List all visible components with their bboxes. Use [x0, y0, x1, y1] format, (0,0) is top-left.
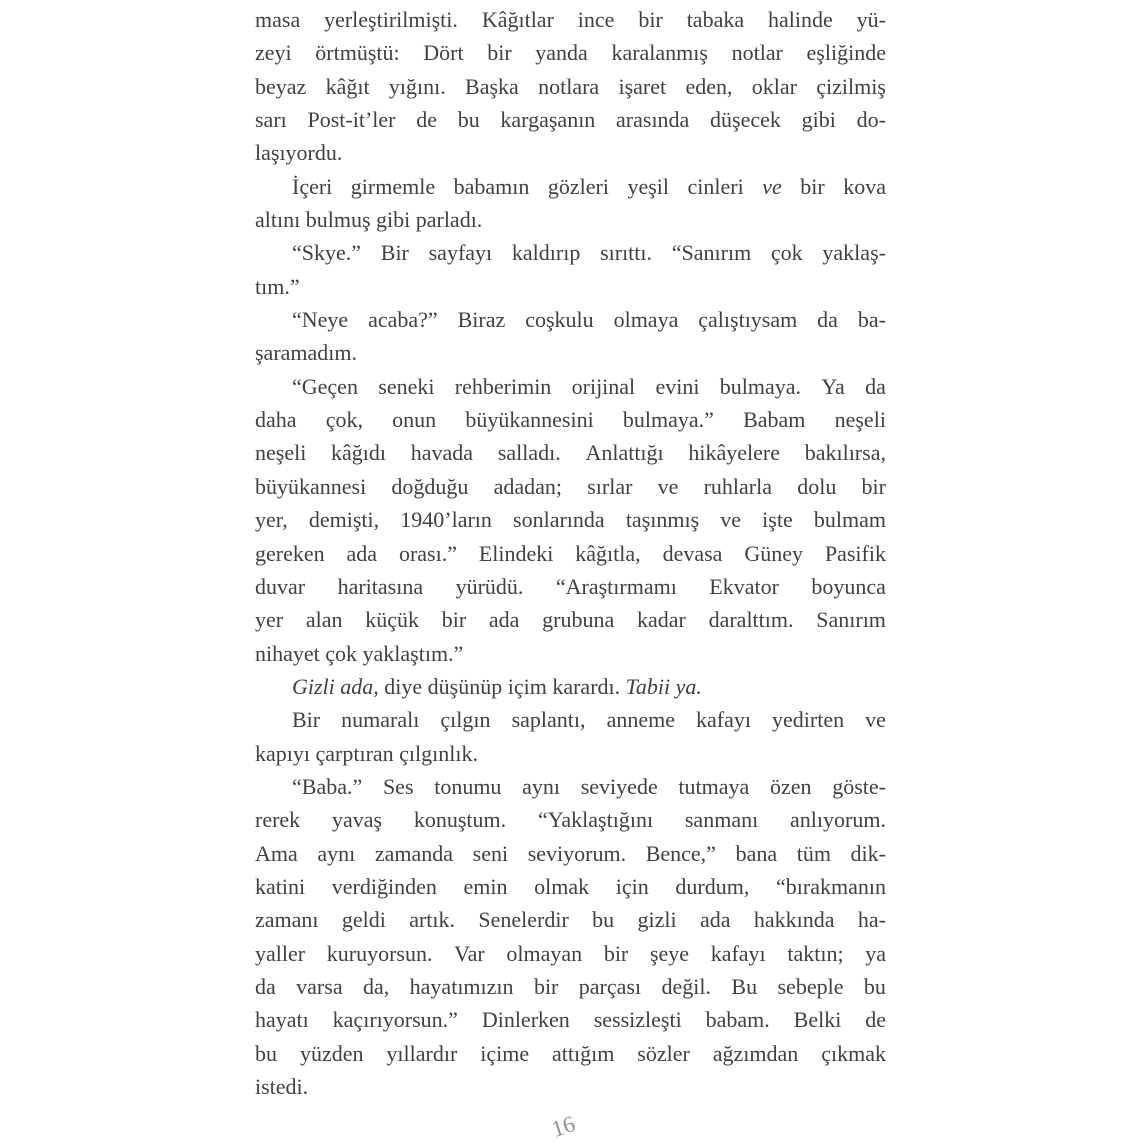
text-line: [255, 103, 886, 136]
word: Dinlerken: [481, 1007, 570, 1033]
text-segment: şaramadım.: [255, 340, 358, 366]
word: “Neye: [292, 307, 349, 333]
word: “Yaklaştığını: [537, 807, 654, 833]
word: Ya: [821, 373, 845, 399]
text-line: [255, 603, 886, 636]
word: hikâyelere: [688, 440, 780, 466]
text-line: [255, 1003, 886, 1036]
text-line: [255, 370, 886, 403]
word: bir: [861, 473, 886, 499]
word: kaçırıyorsun.”: [332, 1007, 458, 1033]
word: ya: [865, 940, 886, 966]
word: alan: [305, 607, 343, 633]
text-line: [255, 570, 886, 603]
text-line: [255, 470, 886, 503]
word: İçeri: [292, 173, 333, 199]
word: yıllardır: [386, 1040, 458, 1066]
word: parçası: [578, 973, 642, 999]
word: numaralı: [341, 707, 420, 733]
text-segment: kapıyı çarptıran çılgınlık.: [255, 740, 478, 766]
word: tutmaya: [678, 773, 750, 799]
word: seviyede: [580, 773, 658, 799]
word: kafayı: [696, 707, 751, 733]
word: ada: [699, 907, 731, 933]
word: kaldırıp: [511, 240, 581, 266]
word: kâğıtla,: [575, 540, 641, 566]
word: 1940’ların: [400, 507, 492, 533]
word: yer,: [255, 507, 288, 533]
word: aynı: [317, 840, 356, 866]
word: sanmanı: [684, 807, 759, 833]
text-line: [255, 803, 886, 836]
word: bulmaya.”: [622, 407, 714, 433]
word: yığını.: [388, 73, 446, 99]
word: Kâğıtlar: [481, 7, 554, 32]
word: da: [255, 973, 276, 999]
text-line: [255, 503, 886, 536]
word: işaret: [618, 73, 667, 99]
word: “bırakmanın: [776, 873, 886, 899]
word: salladı.: [497, 440, 561, 466]
word: yaklaş-: [822, 240, 886, 266]
word: kâğıt: [325, 73, 370, 99]
word: gereken: [255, 540, 325, 566]
word: Sanırım: [816, 607, 886, 633]
word: Ekvator: [709, 573, 779, 599]
word: ince: [577, 7, 615, 32]
word: Ses: [382, 773, 414, 799]
word: zamanı: [255, 907, 319, 933]
word: bu: [457, 107, 480, 133]
word: “Skye.”: [292, 240, 362, 266]
word: Anlattığı: [585, 440, 664, 466]
word: zeyi: [255, 40, 292, 66]
word: yü-: [856, 7, 886, 32]
word: “Geçen: [292, 373, 358, 399]
word: bulmam: [813, 507, 886, 533]
word: Elindeki: [478, 540, 554, 566]
word: ada: [488, 607, 520, 633]
word: Senelerdir: [478, 907, 569, 933]
word: yürüdü.: [455, 573, 524, 599]
word: karalanmış: [611, 40, 708, 66]
word: ve: [720, 507, 742, 533]
word: artık.: [409, 907, 456, 933]
word: kuruyorsun.: [326, 940, 433, 966]
word: havada: [410, 440, 474, 466]
word: ada: [346, 540, 378, 566]
text-segment: diye düşünüp içim karardı.: [378, 673, 626, 699]
word: grubuna: [542, 607, 615, 633]
word: doğduğu: [391, 473, 469, 499]
text-line: [255, 770, 886, 803]
word: Belki: [793, 1007, 842, 1033]
word: hakkında: [753, 907, 835, 933]
word: tabaka: [686, 7, 745, 32]
text-segment: nihayet çok yaklaştım.”: [255, 640, 464, 666]
word: zamanda: [374, 840, 454, 866]
word: gizli: [637, 907, 677, 933]
text-line: [255, 703, 886, 736]
word: daralttım.: [708, 607, 794, 633]
word: sözler: [637, 1040, 690, 1066]
word: oklar: [751, 73, 797, 99]
word: do-: [856, 107, 886, 133]
word: çok,: [325, 407, 363, 433]
word: bakılırsa,: [804, 440, 886, 466]
text-line: [255, 903, 886, 936]
word: saplantı,: [511, 707, 586, 733]
word: Pasifik: [824, 540, 886, 566]
word: “Baba.”: [292, 773, 363, 799]
text-line: [255, 937, 886, 970]
word: aynı: [522, 773, 561, 799]
text-segment: altını bulmuş gibi parladı.: [255, 207, 483, 233]
word: daha: [255, 407, 297, 433]
word: de: [416, 107, 437, 133]
word: dolu: [797, 473, 837, 499]
text-segment: Gizli ada,: [292, 673, 379, 699]
word: işte: [762, 507, 793, 533]
word: ba-: [857, 307, 886, 333]
word: konuştum.: [413, 807, 507, 833]
word: olmaya: [613, 307, 679, 333]
word: bulmaya.: [719, 373, 802, 399]
word: küçük: [365, 607, 419, 633]
word: göste-: [832, 773, 886, 799]
word: bir: [441, 607, 467, 633]
word: Güney: [744, 540, 803, 566]
text-line: [255, 136, 886, 169]
word: yaller: [255, 940, 306, 966]
text-line: [255, 403, 886, 436]
word: yer: [255, 607, 284, 633]
word: dik-: [850, 840, 886, 866]
word: taşınmış: [625, 507, 700, 533]
word: onun: [392, 407, 437, 433]
word: cinleri: [687, 173, 744, 199]
word: seni: [472, 840, 509, 866]
word: ruhlarla: [703, 473, 772, 499]
word: yeşil: [627, 173, 670, 199]
word: büyükannesini: [465, 407, 594, 433]
word: ve: [865, 707, 886, 733]
text-line: [255, 336, 886, 369]
word: Başka: [465, 73, 519, 99]
word: orası.”: [398, 540, 457, 566]
word: seviyorum.: [527, 840, 627, 866]
word: geldi: [341, 907, 386, 933]
text-line: [255, 436, 886, 469]
word: anlıyorum.: [790, 807, 886, 833]
word: Bu: [731, 973, 758, 999]
word: masa: [255, 7, 301, 32]
word: Babam: [743, 407, 806, 433]
word: yavaş: [331, 807, 383, 833]
word: devasa: [662, 540, 723, 566]
word: düşecek: [710, 107, 781, 133]
word: şeye: [649, 940, 690, 966]
text-line: [255, 1070, 886, 1103]
word: ve: [657, 473, 679, 499]
word: Biraz: [457, 307, 506, 333]
text-line: [255, 970, 886, 1003]
text-segment: tım.”: [255, 273, 300, 299]
text-block: [255, 3, 886, 1103]
word: coşkulu: [525, 307, 594, 333]
text-segment: istedi.: [255, 1074, 309, 1099]
word: varsa: [296, 973, 343, 999]
text-line: [255, 270, 886, 303]
word: da: [817, 307, 838, 333]
word: bir: [603, 940, 629, 966]
word: de: [865, 1007, 886, 1033]
word: da,: [363, 973, 390, 999]
word: yerleştirilmişti.: [324, 7, 458, 32]
word: katini: [255, 873, 306, 899]
word: sırlar: [587, 473, 633, 499]
word: kova: [843, 173, 886, 199]
word: Var: [454, 940, 485, 966]
word: Dört: [423, 40, 464, 66]
word: Bir: [380, 240, 409, 266]
word: özen: [769, 773, 812, 799]
word: evini: [655, 373, 700, 399]
word: boyunca: [811, 573, 886, 599]
text-line: [255, 203, 886, 236]
word: bir: [487, 40, 512, 66]
word: kargaşanın: [500, 107, 596, 133]
word: notlara: [538, 73, 600, 99]
word: çizilmiş: [816, 73, 886, 99]
text-segment: laşıyordu.: [255, 140, 343, 166]
word: sebeple: [777, 973, 844, 999]
word: eşliğinde: [806, 40, 886, 66]
word: eden,: [685, 73, 733, 99]
text-line: [255, 303, 886, 336]
text-line: [255, 3, 886, 36]
text-line: [255, 70, 886, 103]
word: attığım: [552, 1040, 615, 1066]
word: babamın: [453, 173, 530, 199]
text-line: [255, 737, 886, 770]
word: halinde: [767, 7, 833, 32]
word: çılgın: [440, 707, 491, 733]
word: anneme: [606, 707, 675, 733]
word: Bir: [292, 707, 321, 733]
text-line: [255, 36, 886, 69]
word: Ama: [255, 840, 298, 866]
word: yanda: [535, 40, 588, 66]
text-line: [255, 537, 886, 570]
text-line: [255, 236, 886, 269]
word: arasında: [616, 107, 690, 133]
word: demişti,: [308, 507, 380, 533]
word: yüzden: [299, 1040, 364, 1066]
word: “Sanırım: [671, 240, 752, 266]
word: Post-it’ler: [307, 107, 396, 133]
word: tonumu: [434, 773, 502, 799]
word: da: [865, 373, 886, 399]
word: kafayı: [710, 940, 766, 966]
word: kâğıdı: [331, 440, 387, 466]
text-line: [255, 670, 886, 703]
word: bana: [735, 840, 778, 866]
text-line: [255, 870, 886, 903]
word: beyaz: [255, 73, 307, 99]
text-line: [255, 1037, 886, 1070]
word: girmemle: [350, 173, 436, 199]
word: bir: [800, 173, 825, 199]
word: sonlarında: [513, 507, 605, 533]
text-line: [255, 637, 886, 670]
word: “Araştırmamı: [555, 573, 677, 599]
word: kadar: [637, 607, 686, 633]
word: sırıttı.: [600, 240, 653, 266]
word: sessizleşti: [593, 1007, 682, 1033]
page-number: 16: [548, 1111, 579, 1142]
word: hayatımızın: [409, 973, 514, 999]
word: bir: [638, 7, 663, 32]
word: hayatı: [255, 1007, 309, 1033]
word: tüm: [796, 840, 831, 866]
word: haritasına: [337, 573, 424, 599]
word: ha-: [857, 907, 886, 933]
word: ve: [762, 173, 782, 199]
text-line: [255, 837, 886, 870]
word: örtmüştü:: [315, 40, 400, 66]
word: adadan;: [493, 473, 563, 499]
word: büyükannesi: [255, 473, 367, 499]
word: sarı: [255, 107, 287, 133]
text-line: [255, 170, 886, 203]
word: yedirten: [772, 707, 845, 733]
word: acaba?”: [368, 307, 438, 333]
word: gibi: [801, 107, 836, 133]
word: notlar: [731, 40, 783, 66]
word: durdum,: [675, 873, 750, 899]
word: Bence,”: [645, 840, 716, 866]
word: değil.: [661, 973, 711, 999]
word: ağzımdan: [712, 1040, 799, 1066]
word: bu: [592, 907, 615, 933]
word: içime: [480, 1040, 530, 1066]
word: taktın;: [787, 940, 844, 966]
word: babam.: [705, 1007, 770, 1033]
word: olmayan: [506, 940, 583, 966]
word: rerek: [255, 807, 301, 833]
word: verdiğinden: [331, 873, 437, 899]
word: sayfayı: [428, 240, 493, 266]
word: için: [615, 873, 649, 899]
word: olmak: [534, 873, 590, 899]
word: bir: [533, 973, 559, 999]
word: gözleri: [547, 173, 609, 199]
word: rehberimin: [454, 373, 552, 399]
word: emin: [463, 873, 508, 899]
text-segment: Tabii ya.: [625, 673, 702, 699]
word: seneki: [378, 373, 435, 399]
word: neşeli: [255, 440, 307, 466]
word: orijinal: [571, 373, 636, 399]
word: çalıştıysam: [698, 307, 798, 333]
word: çıkmak: [821, 1040, 886, 1066]
word: çok: [770, 240, 803, 266]
word: neşeli: [834, 407, 886, 433]
word: duvar: [255, 573, 306, 599]
word: bu: [863, 973, 886, 999]
word: bu: [255, 1040, 277, 1066]
